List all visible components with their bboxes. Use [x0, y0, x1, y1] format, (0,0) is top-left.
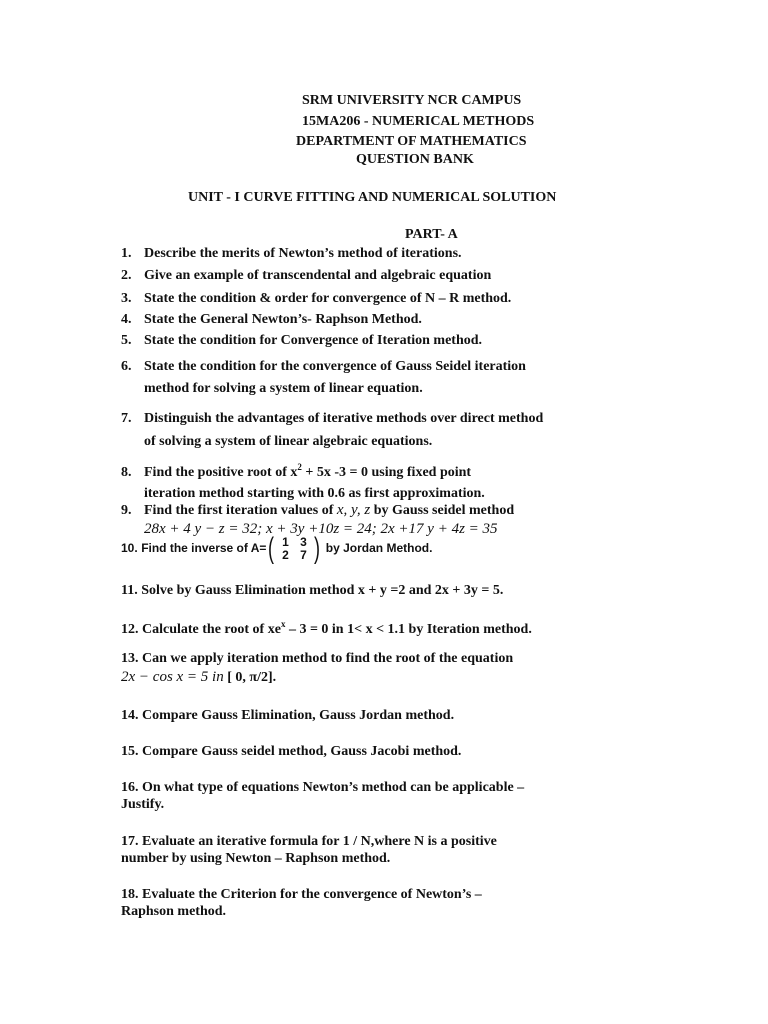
question-text: Distinguish the advantages of iterative methods over direct method: [144, 411, 544, 426]
university-name: SRM UNIVERSITY NCR CAMPUS: [302, 93, 522, 108]
question-text-rest: by Gauss seidel method: [370, 503, 515, 518]
question-item: [121, 743, 461, 760]
question-item: [121, 457, 485, 504]
question-number: 13.: [121, 651, 139, 666]
right-paren: ): [314, 532, 321, 565]
question-text: Calculate the root of xe: [142, 622, 281, 637]
question-number: 1.: [121, 246, 132, 261]
document-type: QUESTION BANK: [356, 152, 474, 167]
question-number: 9.: [121, 503, 132, 518]
question-item: [121, 582, 503, 599]
question-number: 18.: [121, 887, 139, 902]
question-number: 7.: [121, 411, 132, 426]
question-text: Evaluate an iterative formula for 1 / N,where N is a positive: [142, 834, 497, 849]
question-number: 10.: [121, 541, 138, 556]
question-item: [121, 886, 482, 920]
question-number: 11.: [121, 583, 138, 598]
question-text-continued: of solving a system of linear algebraic equations.: [144, 434, 433, 449]
equation: 2x − cos x = 5 in: [121, 669, 224, 685]
matrix-cell: 2: [282, 548, 289, 562]
question-text: Describe the merits of Newton’s method of iterations.: [144, 246, 462, 261]
question-text-rest: by Jordan Method.: [322, 541, 433, 556]
question-item: [121, 532, 433, 565]
question-number: 14.: [121, 708, 139, 723]
question-number: 17.: [121, 834, 139, 849]
question-text: Find the first iteration values of: [144, 503, 337, 518]
question-text: Compare Gauss seidel method, Gauss Jacobi method.: [142, 744, 462, 759]
department-name: DEPARTMENT OF MATHEMATICS: [296, 134, 527, 149]
question-number: 4.: [121, 312, 132, 327]
course-title: 15MA206 - NUMERICAL METHODS: [302, 114, 535, 129]
question-number: 8.: [121, 465, 132, 480]
interval: [ 0, π/2].: [223, 670, 277, 685]
question-text-continued: iteration method starting with 0.6 as first approximation.: [144, 486, 485, 501]
question-number: 5.: [121, 333, 132, 348]
variables: x, y, z: [336, 502, 371, 518]
question-number: 6.: [121, 359, 132, 374]
question-item: [121, 356, 526, 400]
left-paren: (: [268, 532, 275, 565]
question-number: 15.: [121, 744, 139, 759]
question-number: 2.: [121, 268, 132, 283]
question-text: State the condition & order for convergence of N – R method.: [144, 291, 512, 306]
question-text: Compare Gauss Elimination, Gauss Jordan method.: [142, 708, 455, 723]
question-item: [121, 311, 422, 328]
question-number: 16.: [121, 780, 139, 795]
question-item: [121, 290, 511, 307]
question-item: [121, 707, 454, 724]
question-text-continued: Raphson method.: [121, 904, 227, 919]
question-text: Find the positive root of x: [144, 465, 298, 480]
matrix-cell: 1: [282, 535, 289, 549]
question-number: 3.: [121, 291, 132, 306]
question-text: Find the inverse of A=: [141, 541, 267, 556]
question-text-continued: Justify.: [121, 797, 165, 812]
superscript: 2: [297, 462, 302, 472]
question-item: [121, 650, 513, 687]
question-text-continued: number by using Newton – Raphson method.: [121, 851, 391, 866]
question-text-rest: – 3 = 0 in 1< x < 1.1 by Iteration method.: [285, 622, 532, 637]
equation-system: 28x + 4 y − z = 32; x + 3y +10z = 24; 2x +17 y + 4z = 35: [144, 521, 498, 537]
question-item: [121, 779, 524, 813]
question-text: On what type of equations Newton’s method can be applicable –: [142, 780, 525, 795]
question-item: [121, 245, 462, 262]
matrix-cell: 7: [300, 548, 307, 562]
question-item: [121, 833, 497, 867]
question-text-rest: + 5x -3 = 0 using fixed point: [301, 465, 472, 480]
question-text: Can we apply iteration method to find the root of the equation: [142, 651, 514, 666]
question-item: [121, 616, 532, 638]
question-item: [121, 267, 491, 284]
question-text-continued: method for solving a system of linear equation.: [144, 381, 423, 396]
unit-title: UNIT - I CURVE FITTING AND NUMERICAL SOLUTION: [188, 190, 557, 205]
matrix-a: [266, 532, 322, 565]
question-text: State the condition for the convergence of Gauss Seidel iteration: [144, 359, 526, 374]
question-text: State the condition for Convergence of Iteration method.: [144, 333, 483, 348]
question-text: Evaluate the Criterion for the convergence of Newton’s –: [142, 887, 482, 902]
question-item: [121, 407, 543, 453]
question-text: State the General Newton’s- Raphson Method.: [144, 312, 422, 327]
question-text: Give an example of transcendental and algebraic equation: [144, 268, 492, 283]
part-heading: PART- A: [405, 227, 458, 242]
matrix-cell: 3: [300, 535, 307, 549]
superscript: x: [280, 619, 286, 629]
question-item: [121, 332, 482, 349]
question-number: 12.: [121, 622, 139, 637]
question-text: Solve by Gauss Elimination method x + y =2 and 2x + 3y = 5.: [141, 583, 504, 598]
